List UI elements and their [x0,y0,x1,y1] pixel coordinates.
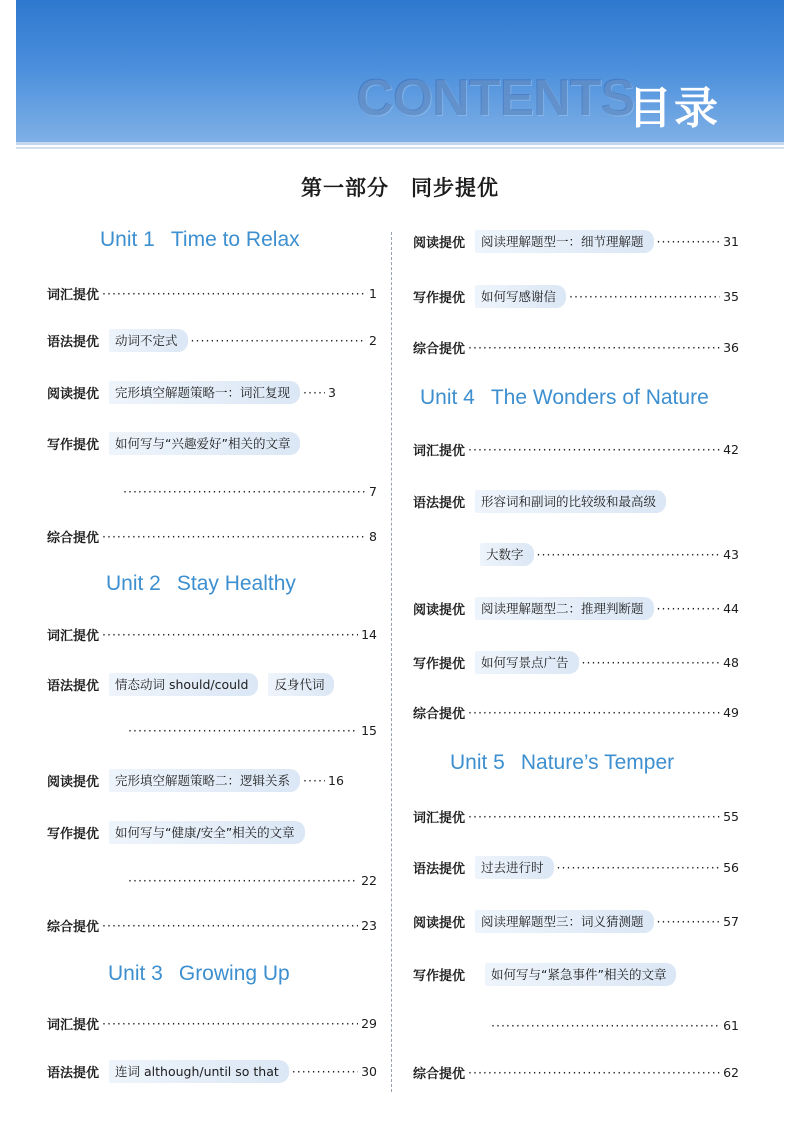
page-number: 7 [369,483,377,499]
contents-english-title: CONTENTS [356,69,634,127]
leader-dots [191,333,367,348]
part-title: 第一部分 同步提优 [301,176,499,200]
unit-4-heading[interactable] [420,386,709,410]
unit-title: Stay Healthy [176,572,296,595]
toc-entry-writing[interactable] [47,821,377,843]
page-number: 49 [723,704,739,720]
toc-entry-grammar[interactable] [413,856,739,878]
entry-label: 词汇提优 [413,810,466,826]
unit-title: Time to Relax [170,228,300,251]
page-number: 31 [723,233,739,249]
page-number: 23 [361,917,377,933]
page-number: 43 [723,546,739,562]
entry-label: 阅读提优 [47,386,100,402]
leader-dots [128,873,358,888]
leader-dots [657,234,721,249]
toc-entry-comprehensive[interactable] [47,525,377,547]
entry-title: 情态动词 should/could [109,673,258,696]
entry-label: 写作提优 [47,437,100,453]
leader-dots [468,809,720,824]
entry-label: 综合提优 [413,706,466,722]
leader-dots [123,484,366,499]
entry-label: 写作提优 [413,656,466,672]
leader-dots [303,385,325,400]
leader-dots [537,547,721,562]
unit-number: Unit 1 [100,228,155,251]
unit-2-heading[interactable] [106,572,296,596]
page-number: 42 [723,441,739,457]
entry-title: 完形填空解题策略二：逻辑关系 [109,769,300,792]
entry-label: 阅读提优 [413,602,466,618]
entry-title: 形容词和副词的比较级和最高级 [475,490,666,513]
entry-label: 写作提优 [413,290,466,306]
contents-chinese-title: 目录 [628,83,720,134]
entry-title: 动词不定式 [109,329,188,352]
entry-label: 词汇提优 [47,1017,100,1033]
banner-divider [16,147,784,149]
entry-title: 过去进行时 [475,856,554,879]
leader-dots [102,918,358,933]
entry-title: 阅读理解题型三：词义猜测题 [475,910,654,933]
toc-entry-reading[interactable] [47,381,377,403]
toc-entry-writing-continuation[interactable] [120,480,377,502]
unit-number: Unit 4 [420,386,475,409]
entry-label: 语法提优 [47,678,100,694]
toc-entry-grammar[interactable] [47,329,377,351]
leader-dots [468,442,720,457]
entry-label: 综合提优 [413,341,466,357]
entry-title: 阅读理解题型一：细节理解题 [475,230,654,253]
leader-dots [128,723,358,738]
toc-entry-writing[interactable] [413,285,739,307]
page-number: 14 [361,626,377,642]
leader-dots [468,340,720,355]
page-number: 15 [361,722,377,738]
leader-dots [102,1016,358,1031]
leader-dots [569,289,720,304]
entry-title: 如何写与“兴趣爱好”相关的文章 [109,432,300,455]
toc-entry-comprehensive[interactable] [47,914,377,936]
page-number: 8 [369,528,377,544]
unit-number: Unit 2 [106,572,161,595]
page-number: 35 [723,288,739,304]
leader-dots [102,529,366,544]
unit-title: Growing Up [178,962,290,985]
entry-title: 连词 although/until so that [109,1060,289,1083]
unit-title: Nature’s Temper [520,751,675,774]
leader-dots [582,655,721,670]
toc-entry-comprehensive[interactable] [413,1061,739,1083]
page-number: 2 [369,332,377,348]
entry-label: 语法提优 [47,1065,100,1081]
entry-title: 阅读理解题型二：推理判断题 [475,597,654,620]
toc-entry-vocabulary[interactable] [47,282,377,304]
toc-entry-reading[interactable] [413,597,739,619]
toc-entry-grammar[interactable] [47,1060,377,1082]
leader-dots [292,1064,358,1079]
toc-entry-reading[interactable] [413,910,739,932]
toc-entry-vocabulary[interactable] [413,438,739,460]
leader-dots [657,914,721,929]
leader-dots [468,705,720,720]
toc-entry-vocabulary[interactable] [413,805,739,827]
page-number: 61 [723,1017,739,1033]
leader-dots [557,860,721,875]
entry-label: 阅读提优 [47,774,100,790]
entry-title-secondary: 大数字 [480,543,534,566]
entry-label: 词汇提优 [47,628,100,644]
page-number: 57 [723,913,739,929]
toc-entry-grammar-continuation[interactable] [125,719,377,741]
toc-entry-comprehensive[interactable] [413,701,739,723]
unit-1-heading[interactable] [100,228,300,252]
toc-entry-grammar[interactable] [413,490,739,512]
leader-dots [102,286,366,301]
toc-entry-grammar-continuation[interactable] [480,543,739,565]
entry-label: 词汇提优 [47,287,100,303]
page-number: 36 [723,339,739,355]
leader-dots [491,1018,720,1033]
toc-entry-reading[interactable] [47,769,377,791]
entry-label: 阅读提优 [413,235,466,251]
entry-label: 语法提优 [47,334,100,350]
toc-entry-comprehensive[interactable] [413,336,739,358]
entry-title: 如何写景点广告 [475,651,579,674]
unit-5-heading[interactable] [450,751,674,775]
leader-dots [303,773,325,788]
toc-entry-vocabulary[interactable] [47,1012,377,1034]
column-divider [391,232,392,1092]
leader-dots [102,627,358,642]
entry-label: 写作提优 [413,968,466,984]
toc-entry-vocabulary[interactable] [47,623,377,645]
toc-entry-writing[interactable] [47,432,377,454]
entry-label: 语法提优 [413,495,466,511]
toc-entry-writing[interactable] [413,651,739,673]
entry-title: 完形填空解题策略一：词汇复现 [109,381,300,404]
page-number: 22 [361,872,377,888]
unit-3-heading[interactable] [108,962,290,986]
page-number: 1 [369,285,377,301]
page-number: 3 [328,384,336,400]
page-number: 30 [361,1063,377,1079]
entry-label: 综合提优 [47,919,100,935]
entry-title: 如何写与“紧急事件”相关的文章 [485,963,676,986]
entry-title-secondary: 反身代词 [268,673,334,696]
toc-entry-writing[interactable] [413,963,739,985]
leader-dots [657,601,721,616]
unit-number: Unit 5 [450,751,505,774]
entry-label: 语法提优 [413,861,466,877]
entry-title: 如何写感谢信 [475,285,566,308]
toc-entry-reading[interactable] [413,230,739,252]
page-number: 48 [723,654,739,670]
entry-label: 词汇提优 [413,443,466,459]
entry-label: 写作提优 [47,826,100,842]
entry-label: 综合提优 [413,1066,466,1082]
page-number: 29 [361,1015,377,1031]
unit-title: The Wonders of Nature [490,386,709,409]
entry-title: 如何写与“健康/安全”相关的文章 [109,821,305,844]
toc-entry-writing-continuation[interactable] [125,869,377,891]
page-number: 62 [723,1064,739,1080]
header-banner [16,0,784,142]
page-number: 44 [723,600,739,616]
entry-label: 综合提优 [47,530,100,546]
page-number: 16 [328,772,344,788]
page-number: 56 [723,859,739,875]
entry-label: 阅读提优 [413,915,466,931]
page-number: 55 [723,808,739,824]
toc-entry-writing-continuation[interactable] [488,1014,739,1036]
leader-dots [468,1065,720,1080]
unit-number: Unit 3 [108,962,163,985]
toc-entry-grammar[interactable] [47,673,377,695]
